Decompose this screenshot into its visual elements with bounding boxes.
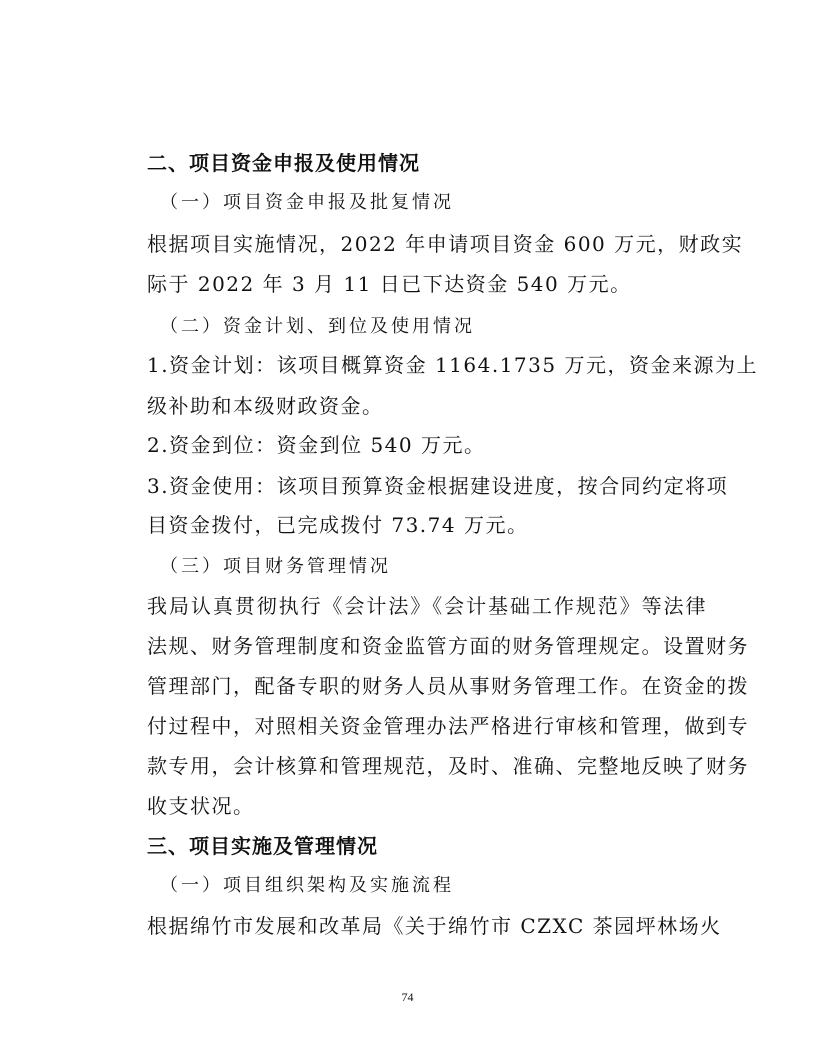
paragraph-line: 3.资金使用：该项目预算资金根据建设进度，按合同约定将项 bbox=[147, 474, 729, 498]
page-number: 74 bbox=[401, 990, 414, 1004]
subsection-heading-2-3: （三）项目财务管理情况 bbox=[160, 556, 391, 577]
paragraph-line: 1.资金计划：该项目概算资金 1164.1735 万元，资金来源为上 bbox=[147, 353, 758, 377]
paragraph-line: 我局认真贯彻执行《会计法》《会计基础工作规范》等法律 bbox=[147, 594, 707, 618]
paragraph-line: 根据项目实施情况，2022 年申请项目资金 600 万元，财政实 bbox=[147, 232, 744, 256]
paragraph-line: 收支状况。 bbox=[147, 794, 255, 818]
subsection-heading-2-2: （二）资金计划、到位及使用情况 bbox=[160, 316, 475, 337]
paragraph-line: 2.资金到位：资金到位 540 万元。 bbox=[147, 433, 486, 457]
subsection-heading-2-1: （一）项目资金申报及批复情况 bbox=[160, 192, 454, 213]
paragraph-line: 管理部门，配备专职的财务人员从事财务管理工作。在资金的拨 bbox=[147, 674, 749, 698]
section-heading-2: 二、项目资金申报及使用情况 bbox=[147, 151, 420, 175]
paragraph-line: 际于 2022 年 3 月 11 日已下达资金 540 万元。 bbox=[147, 272, 632, 296]
paragraph-line: 付过程中，对照相关资金管理办法严格进行审核和管理，做到专 bbox=[147, 714, 749, 738]
paragraph-line: 级补助和本级财政资金。 bbox=[147, 394, 384, 418]
paragraph-line: 根据绵竹市发展和改革局《关于绵竹市 CZXC 茶园坪林场火 bbox=[147, 914, 722, 938]
paragraph-line: 目资金拨付，已完成拨付 73.74 万元。 bbox=[147, 513, 529, 537]
paragraph-line: 法规、财务管理制度和资金监管方面的财务管理规定。设置财务 bbox=[147, 634, 749, 658]
subsection-heading-3-1: （一）项目组织架构及实施流程 bbox=[160, 875, 454, 896]
section-heading-3: 三、项目实施及管理情况 bbox=[147, 834, 378, 858]
paragraph-line: 款专用，会计核算和管理规范，及时、准确、完整地反映了财务 bbox=[147, 754, 749, 778]
